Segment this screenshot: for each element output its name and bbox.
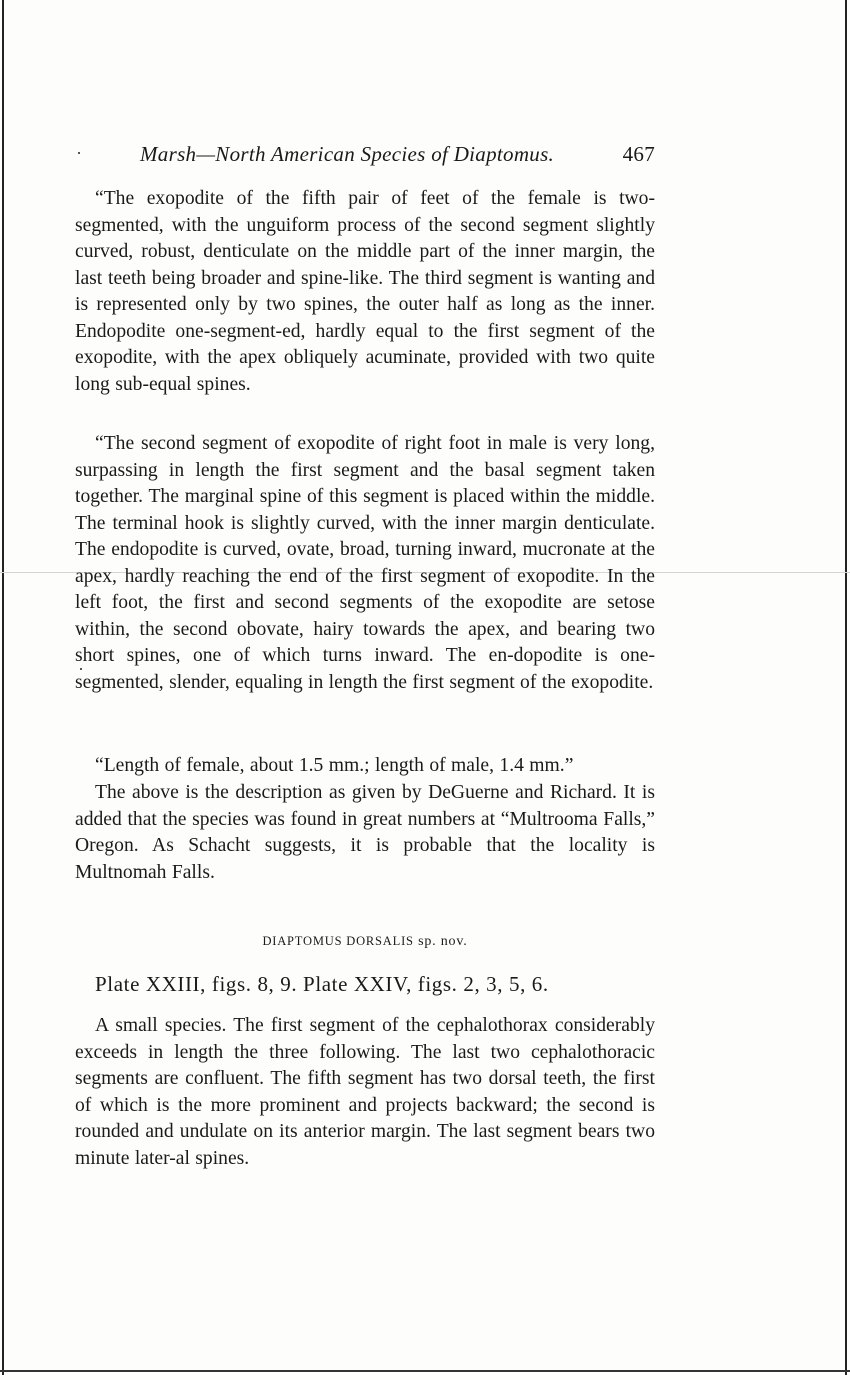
paragraph-text: “Length of female, about 1.5 mm.; length of male, 1.4 mm.”: [95, 755, 574, 776]
paragraph-text: “The exopodite of the fifth pair of feet of the female is two-segmented, with the unguiform process of the second segment slightly curved, robust, denticulate on the middle part of the inner margin, the last teeth being broader and spine-like. The third segment is wanting and is represented only by two spines, the outer half as long as the inner. Endopodite one-segment-ed, hardly equal to the first segment of the exopodite, with the apex obliquely acuminate, provided with two quite long sub-equal spines.: [75, 188, 655, 395]
paragraph-text: The above is the description as given by DeGuerne and Richard. It is added that the species was found in great numbers at “Multrooma Falls,” Oregon. As Schacht suggests, it is probable that the locality is Multnomah Falls.: [75, 782, 655, 883]
stray-mark: [78, 152, 80, 154]
paragraph-species-description: [75, 1013, 655, 1172]
paragraph-text: A small species. The first segment of the cephalothorax considerably exceeds in length the three following. The last two cephalothoracic segments are confluent. The fifth segment has two dorsal teeth, the first of which is the more prominent and projects backward; the second is rounded and undulate on its anterior margin. The last segment bears two minute later-al spines.: [75, 1015, 655, 1169]
plate-references: Plate XXIII, figs. 8, 9. Plate XXIV, figs. 2, 3, 5, 6.: [95, 972, 549, 996]
paragraph-exopodite-female: [75, 186, 655, 398]
page-right-edge: [845, 0, 847, 1375]
paragraph-exopodite-male: [75, 431, 655, 696]
paragraph-length: [75, 753, 655, 780]
running-head: [140, 141, 655, 167]
page-number: 467: [622, 142, 655, 166]
page-left-edge: [2, 0, 4, 1375]
section-heading: [75, 931, 655, 952]
paragraph-description-source: [75, 780, 655, 886]
running-head-title: Marsh—North American Species of Diaptomus.: [140, 142, 555, 166]
species-suffix: sp. nov.: [418, 934, 468, 949]
species-name: DIAPTOMUS DORSALIS: [262, 934, 414, 948]
paragraph-text: “The second segment of exopodite of right foot in male is very long, surpassing in length the first segment and the basal segment taken together. The marginal spine of this segment is placed within the middle. The terminal hook is slightly curved, with the inner margin denticulate. The endopodite is curved, ovate, broad, turning inward, mucronate at the apex, hardly reaching the end of the first segment of exopodite. In the left foot, the first and second segments of the exopodite are setose within, the second obovate, hairy towards the apex, and bearing two short spines, one of which turns inward. The en-dopodite is one-segmented, slender, equaling in length the first segment of the exopodite.: [75, 433, 655, 693]
page-bottom-edge: [0, 1370, 850, 1372]
